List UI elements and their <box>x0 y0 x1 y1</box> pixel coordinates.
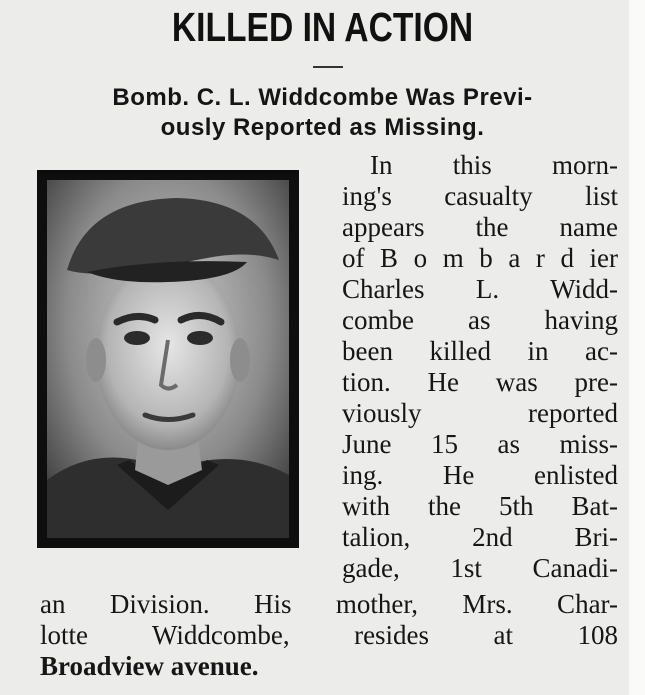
article-text-line: tion. He was pre- <box>342 367 618 397</box>
article-text-line: talion, 2nd Bri- <box>342 522 618 552</box>
article-text-line: Charles L. Widd- <box>342 274 618 304</box>
article-text-line: ing. He enlisted <box>342 460 618 490</box>
headline-rule <box>313 66 343 68</box>
article-text-line: appears the name <box>342 212 618 242</box>
article-text-line: June 15 as miss- <box>342 429 618 459</box>
article-text-line: ing's casualty list <box>342 181 618 211</box>
article-text-line: combe as having <box>342 305 618 335</box>
article-text-line: Broadview avenue. <box>40 651 259 681</box>
article-text-line: gade, 1st Canadi- <box>342 553 618 583</box>
portrait-photo <box>47 180 289 538</box>
portrait-photo-frame <box>37 170 299 548</box>
soldier-portrait-image <box>47 180 289 538</box>
subheadline-line-1: Bomb. C. L. Widdcombe Was Previ- <box>112 84 533 111</box>
article-text-line: viously reported <box>342 398 618 428</box>
article-text-line: with the 5th Bat- <box>342 491 618 521</box>
article-text-line: In this morn- <box>370 150 618 180</box>
subheadline-line-2: ously Reported as Missing. <box>160 114 485 141</box>
article-text-line: been killed in ac- <box>342 336 618 366</box>
article-text-line: an Division. His mother, Mrs. Char- <box>40 589 618 619</box>
article-text-line: lotte Widdcombe, resides at 108 <box>40 620 618 650</box>
article-text-line: of B o m b a r d ier <box>342 243 618 273</box>
headline: KILLED IN ACTION <box>171 4 474 50</box>
